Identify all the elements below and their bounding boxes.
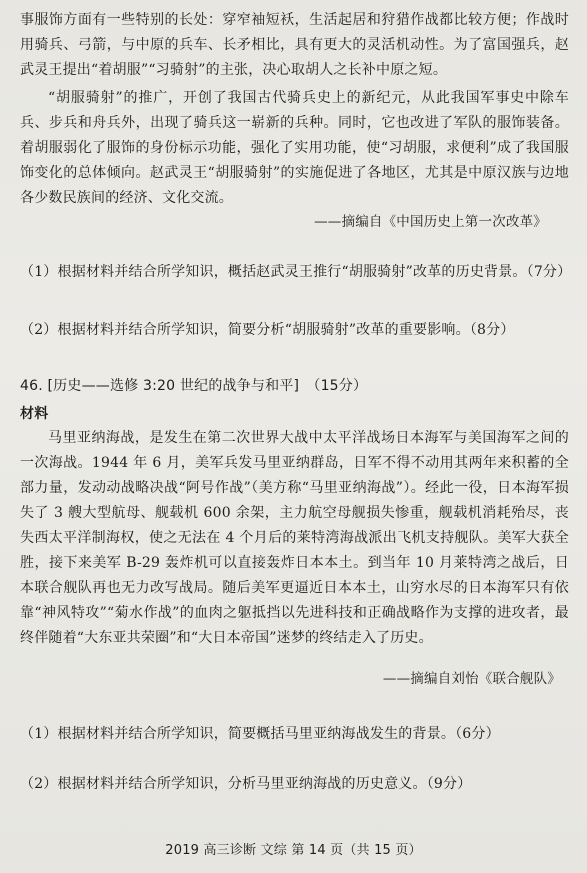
passage1-source: ——摘编自《中国历史上第一次改革》 [314, 214, 547, 230]
material-label: 材料 [20, 406, 49, 422]
section-46-question-1: （1）根据材料并结合所学知识，简要概括马里亚纳海战发生的背景。（6分） [20, 726, 500, 742]
passage1-paragraph-influence: “胡服骑射”的推广，开创了我国古代骑兵史上的新纪元，从此我国军事史中除车兵、步兵和舟兵外，出现了骑兵这一崭新的兵种。同时，它也改进了军队的服饰装备。着胡服弱化了服饰的身份标示功能，强化了实用功能，使“习胡服，求便利”成了我国服饰变化的总体倾向。赵武灵王“胡服骑射”的实施促进了各地区，尤其是中原汉族与边地各少数民族间的经济、文化交流。 [20, 90, 569, 206]
page-footer: 2019 高三诊断 文综 第 14 页（共 15 页） [165, 843, 422, 858]
passage1-paragraph-continued: 事服饰方面有一些特别的长处：穿窄袖短袄，生活起居和狩猎作战都比较方便；作战时用骑兵、弓箭，与中原的兵车、长矛相比，具有更大的灵活机动性。为了富国强兵，赵武灵王提出“着胡服”“习骑射”的主张，决心取胡人之长补中原之短。 [20, 12, 569, 78]
section-46-question-2: （2）根据材料并结合所学知识，分析马里亚纳海战的历史意义。（9分） [20, 776, 472, 792]
section-46-heading: 46. [历史——选修 3:20 世纪的战争与和平] （15分） [20, 378, 368, 394]
section-46-source: ——摘编自刘怡《联合舰队》 [382, 671, 561, 687]
question-1: （1）根据材料并结合所学知识，概括赵武灵王推行“胡服骑射”改革的历史背景。（7分） [20, 264, 572, 280]
question-2: （2）根据材料并结合所学知识，简要分析“胡服骑射”改革的重要影响。（8分） [20, 322, 515, 338]
section-46-material-paragraph: 马里亚纳海战，是发生在第二次世界大战中太平洋战场日本海军与美国海军之间的一次海战。1944 年 6 月，美军兵发马里亚纳群岛，日军不得不动用其两年来积蓄的全部力量，发动动战略决战“阿号作战”（美方称“马里亚纳海战”）。经此一役，日本海军损失了 3 艘大型航母、舰载机 600 余架，主力航空母舰损失惨重，舰载机消耗殆尽，丧失西太平洋制海权，使之无法在 4 个月后的莱特湾海战派出飞机支持舰队。美军大获全胜，接下来美军 B-29 轰炸机可以直接轰炸日本本土。到当年 10 月莱特湾之战后，日本联合舰队再也无力改写战局。随后美军更逼近日本本土，山穷水尽的日本海军只有依靠“神风特攻”“菊水作战”的血肉之躯抵挡以先进科技和正确战略作为支撑的进攻者，最终伴随着“大东亚共荣圈”和“大日本帝国”迷梦的终结走入了历史。 [20, 430, 569, 646]
